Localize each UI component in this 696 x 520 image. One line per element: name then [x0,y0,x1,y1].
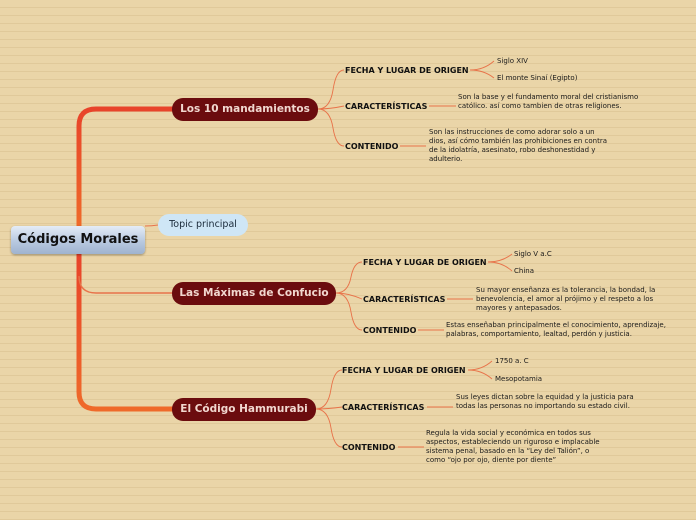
b1-fecha-value-1[interactable]: Siglo XIV [497,57,528,65]
b2-fecha-value-2[interactable]: China [514,267,534,275]
b3-caracteristicas-text[interactable]: Sus leyes dictan sobre la equidad y la justicia para todas las personas no importando su estado civil. [456,393,634,410]
connector-b1-cont [318,109,344,146]
b1-caracteristicas-label[interactable]: CARACTERÍSTICAS [345,102,428,111]
trunk-line [79,254,172,409]
connector-b3-cont [316,409,342,447]
b1-contenido-label[interactable]: CONTENIDO [345,142,399,151]
b3-contenido-text[interactable]: Regula la vida social y económica en todos sus aspectos, estableciendo un riguroso e implacable sistema penal, basado en la “Ley del Talión”, o como “ojo por ojo, diente por diente” [426,429,600,464]
branch-mandamientos[interactable]: Los 10 mandamientos [172,98,318,121]
b1-fecha-label[interactable]: FECHA Y LUGAR DE ORIGEN [345,66,469,75]
b3-fecha-value-1[interactable]: 1750 a. C [495,357,529,365]
connector-b3-fecha-v2 [468,370,492,379]
connector-b1-fecha-v2 [470,70,494,78]
connector-b3-fecha-v1 [468,361,492,370]
b3-fecha-value-2[interactable]: Mesopotamia [495,375,543,383]
b1-contenido-text[interactable]: Son las instrucciones de como adorar solo a un dios, así cómo también las prohibiciones en contra de la idolatría, asesinato, robo deshonestidad y adulterio. [429,128,608,163]
branch-confucio[interactable]: Las Máximas de Confucio [172,282,336,305]
connector-b3-fecha [316,370,342,409]
connector-b1-car [318,106,344,109]
b3-fecha-label[interactable]: FECHA Y LUGAR DE ORIGEN [342,366,466,375]
connector-branch-2 [79,276,172,293]
connector-b1-fecha [318,70,344,109]
topic-principal[interactable]: Topic principal [158,214,248,236]
connector-b2-fecha-v1 [488,254,512,262]
b2-contenido-label[interactable]: CONTENIDO [363,326,417,335]
connector-b1-fecha-v1 [470,61,494,70]
b2-caracteristicas-text[interactable]: Su mayor enseñanza es la tolerancia, la bondad, la benevolencia, el amor al prójimo y el respeto a los mayores y antepasados. [476,286,656,312]
connector-b2-cont [336,293,362,330]
b1-caracteristicas-text[interactable]: Son la base y el fundamento moral del cristianismo católico. así como tambien de otras religiones. [458,93,639,110]
b2-fecha-label[interactable]: FECHA Y LUGAR DE ORIGEN [363,258,487,267]
connector-b2-fecha [336,262,362,293]
b2-fecha-value-1[interactable]: Siglo V a.C [514,250,552,258]
root-topic[interactable]: Códigos Morales [11,226,145,254]
trunk-line [79,109,172,226]
connector-b2-fecha-v2 [488,262,512,271]
b1-fecha-value-2[interactable]: El monte Sinaí (Egipto) [497,74,578,82]
branch-hammurabi[interactable]: El Código Hammurabi [172,398,316,421]
b3-contenido-label[interactable]: CONTENIDO [342,443,396,452]
b3-caracteristicas-label[interactable]: CARACTERÍSTICAS [342,403,425,412]
b2-caracteristicas-label[interactable]: CARACTERÍSTICAS [363,295,446,304]
b2-contenido-text[interactable]: Estas enseñaban principalmente el conocimiento, aprendizaje, palabras, comportamiento, lealtad, perdón y justicia. [446,321,666,338]
connector-topic [145,225,158,226]
